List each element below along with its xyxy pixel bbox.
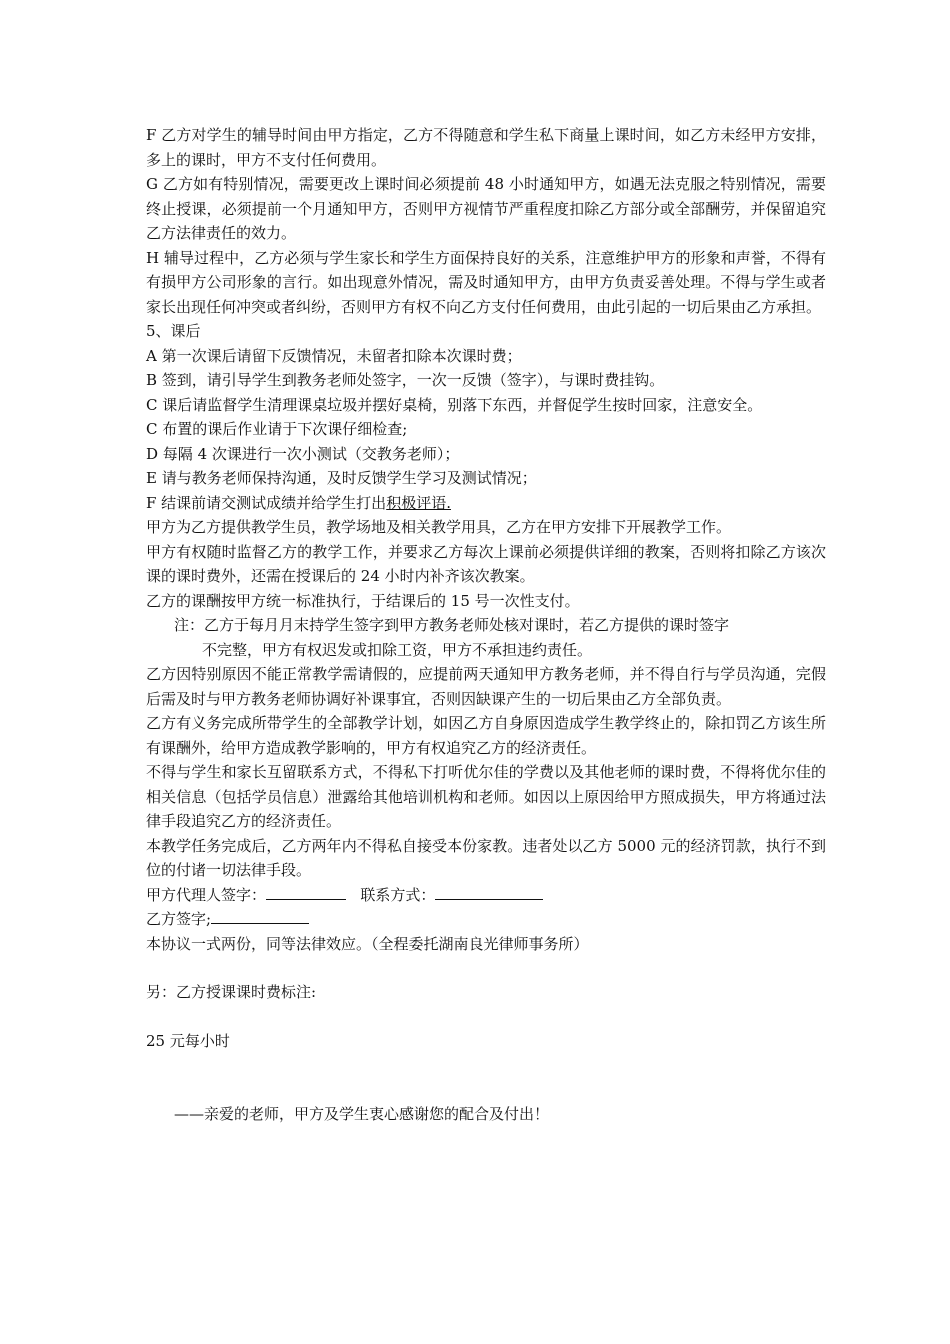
note-line-1: 注：乙方于每月月末持学生签字到甲方教务老师处核对课时，若乙方提供的课时签字	[174, 616, 730, 634]
party-b-signature-label: 乙方签字;	[146, 910, 212, 928]
effect-text: 本协议一式两份，同等法律效应。（全程委托湖南良光律师事务所）	[146, 934, 589, 953]
section-5-item-a: A 第一次课后请留下反馈情况，未留者扣除本次课时费；	[146, 346, 522, 365]
clause-h: H 辅导过程中，乙方必须与学生家长和学生方面保持良好的关系，注意维护甲方的形象和声誉，不得有有损甲方公司形象的言行。如出现意外情况，需及时通知甲方，由甲方负责妥善处理。不得与学生或者家长出现任何冲突或者纠纷，否则甲方有权不向乙方支付任何费用，由此引起的一切后果由乙方承担。	[146, 248, 826, 316]
document-page	[146, 123, 826, 1127]
spacer	[146, 1005, 826, 1029]
note-block	[146, 613, 826, 662]
clause-f: F 乙方对学生的辅导时间由甲方指定，乙方不得随意和学生私下商量上课时间，如乙方未经甲方安排，多上的课时，甲方不支付任何费用。	[146, 126, 826, 169]
note-line-2: 不完整，甲方有权迟发或扣除工资，甲方不承担违约责任。	[202, 640, 593, 659]
term-leave: 乙方因特别原因不能正常教学需请假的，应提前两天通知甲方教务老师，并不得自行与学员沟通，完假后需及时与甲方教务老师协调好补课事宜，否则因缺课产生的一切后果由乙方全部负责。	[146, 665, 826, 708]
spacer	[146, 1053, 826, 1102]
term-1: 甲方为乙方提供教学生员，教学场地及相关教学用具，乙方在甲方安排下开展教学工作。	[146, 518, 732, 536]
contact-label: 联系方式：	[360, 885, 436, 904]
section-5-heading: 5、课后	[146, 322, 201, 340]
term-confidentiality: 不得与学生和家长互留联系方式，不得私下打听优尔佳的学费以及其他老师的课时费，不得将优尔佳的相关信息（包括学员信息）泄露给其他培训机构和老师。如因以上原因给甲方照成损失，甲方将通过法律手段追究乙方的经济责任。	[146, 763, 826, 830]
term-2: 甲方有权随时监督乙方的教学工作，并要求乙方每次上课前必须提供详细的教案，否则将扣除乙方该次课的课时费外，还需在授课后的 24 小时内补齐该次教案。	[146, 542, 826, 585]
section-5-item-f-text: F 结课前请交测试成绩并给学生打出	[146, 493, 387, 512]
fee-label: 另：乙方授课课时费标注:	[146, 983, 317, 1001]
signature-line-a	[146, 883, 826, 908]
fee-value: 25 元每小时	[146, 1031, 230, 1050]
party-a-signature-blank[interactable]	[266, 883, 346, 900]
party-a-signature-label: 甲方代理人签字：	[146, 885, 267, 904]
spacer	[146, 956, 826, 980]
section-5-item-f	[146, 491, 826, 516]
contact-blank[interactable]	[435, 883, 543, 900]
signature-line-b	[146, 907, 826, 932]
section-5-item-e: E 请与教务老师保持沟通，及时反馈学生学习及测试情况；	[146, 469, 537, 487]
term-3: 乙方的课酬按甲方统一标准执行，于结课后的 15 号一次性支付。	[146, 591, 580, 610]
term-obligation: 乙方有义务完成所带学生的全部教学计划，如因乙方自身原因造成学生教学终止的，除扣罚乙方该生所有课酬外，给甲方造成教学影响的，甲方有权追究乙方的经济责任。	[146, 714, 826, 757]
section-5-item-b: B 签到，请引导学生到教务老师处签字，一次一反馈（签字），与课时费挂钩。	[146, 371, 665, 389]
section-5-item-c2: C 布置的课后作业请于下次课仔细检查;	[146, 420, 408, 438]
section-5-item-f-underlined: 积极评语.	[386, 493, 451, 512]
party-b-signature-blank[interactable]	[211, 907, 309, 924]
closing-thanks: ——亲爱的老师，甲方及学生衷心感谢您的配合及付出！	[174, 1105, 550, 1123]
clause-g: G 乙方如有特别情况，需要更改上课时间必须提前 48 小时通知甲方，如遇无法克服之特别情况，需要终止授课，必须提前一个月通知甲方，否则甲方视情节严重程度扣除乙方部分或全部酬劳，并保留追究乙方法律责任的效力。	[146, 175, 826, 242]
section-5-item-d: D 每隔 4 次课进行一次小测试（交教务老师）；	[146, 444, 460, 463]
term-non-compete: 本教学任务完成后，乙方两年内不得私自接受本份家教。违者处以乙方 5000 元的经济罚款，执行不到位的付诸一切法律手段。	[146, 836, 826, 879]
section-5-item-c1: C 课后请监督学生清理课桌垃圾并摆好桌椅，别落下东西，并督促学生按时回家，注意安全。	[146, 395, 763, 414]
